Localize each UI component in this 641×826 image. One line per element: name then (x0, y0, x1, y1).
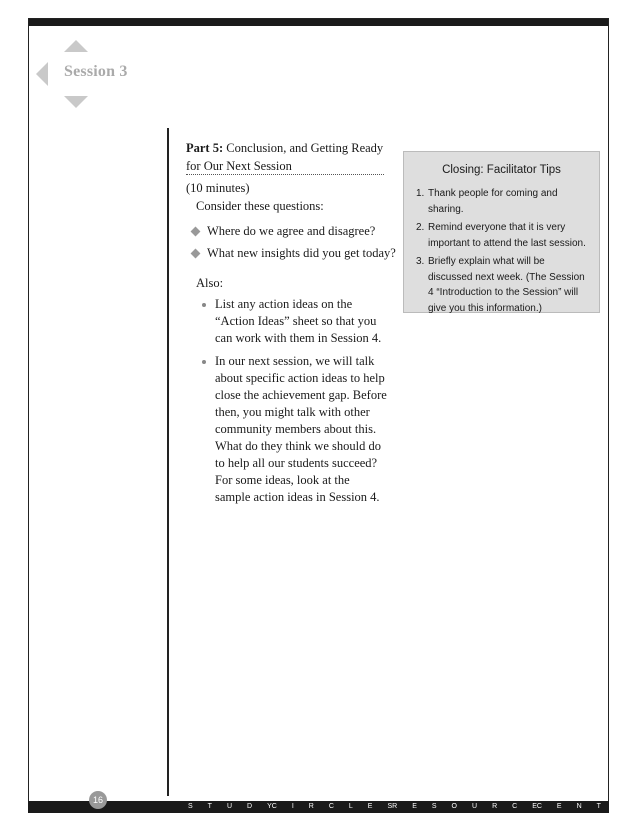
action-list (202, 296, 388, 512)
footer-letter: T (596, 803, 601, 810)
tips-title: Closing: Facilitator Tips (442, 164, 561, 176)
footer-letter: Y (267, 803, 272, 810)
footer-letter: C (536, 803, 542, 810)
footer-letter: S (188, 803, 193, 810)
list-item (202, 353, 388, 506)
footer-letter: R (308, 803, 314, 810)
footer-letter: D (247, 803, 253, 810)
footer-letter: U (472, 803, 478, 810)
footer-letter: R (635, 803, 641, 810)
dotted-rule (186, 174, 384, 175)
list-item (202, 296, 388, 347)
footer-letter: E (412, 803, 417, 810)
column-divider (167, 128, 169, 796)
session-label: Session 3 (64, 63, 128, 80)
part-heading: Conclusion, and Getting Ready for Our Next Session (186, 141, 384, 173)
part-title (186, 139, 386, 175)
tips-item (404, 220, 599, 251)
footer-letter: T (207, 803, 212, 810)
footer-letter: N (576, 803, 582, 810)
tips-text: Thank people for coming and sharing. (428, 188, 558, 215)
duration: (10 minutes) (186, 181, 250, 195)
tips-item (404, 186, 599, 217)
diamond-bullet-icon (191, 248, 201, 258)
part-number: Part 5: (186, 141, 224, 155)
footer-letter: S (387, 803, 393, 810)
list-item-text: In our next session, we will talk about specific action ideas to help close the achievement gap. Before then, you might talk with other community members about this. What do they think we should do to help all our students succeed? For some ideas, look at the sample action ideas in Session 4. (215, 354, 387, 504)
list-item-text: List any action ideas on the “Action Ideas” sheet so that you can work with them in Session 4. (215, 297, 382, 345)
tips-number: 2. (416, 222, 425, 233)
footer-letter: R (492, 803, 498, 810)
footer-word (188, 801, 272, 813)
tips-text: Remind everyone that it is very important to attend the last session. (428, 222, 586, 249)
footer-letter: E (615, 803, 621, 810)
footer-letter: R (392, 803, 398, 810)
footer-letter: S (431, 803, 437, 810)
dot-bullet-icon (202, 303, 206, 307)
footer-letter: E (367, 803, 373, 810)
tips-text: Briefly explain what will be discussed next week. (The Session 4 “Introduction to the Session” will give you this information.) (428, 256, 585, 314)
footer-word (272, 801, 392, 813)
question-text: Where do we agree and disagree? (207, 223, 376, 238)
question-item (190, 242, 396, 264)
also-label: Also: (196, 276, 224, 290)
page-number: 16 (89, 791, 107, 809)
footer-letter: I (291, 803, 294, 810)
footer-letter: C (271, 803, 277, 810)
footer-word (537, 801, 641, 813)
footer-letter: O (451, 803, 457, 810)
question-item (190, 220, 396, 242)
footer-letter: L (348, 803, 353, 810)
tips-number: 3. (416, 256, 425, 267)
footer-letter: C (512, 803, 518, 810)
footer-letter: U (226, 803, 233, 810)
footer-word (392, 801, 537, 813)
footer-letter: E (556, 803, 562, 810)
question-list (190, 220, 396, 264)
diamond-bullet-icon (191, 226, 201, 236)
dot-bullet-icon (202, 360, 206, 364)
facilitator-tips-box (403, 151, 600, 313)
tips-number: 1. (416, 188, 425, 199)
consider-intro: Consider these questions: (196, 199, 324, 213)
footer-letter: E (532, 803, 537, 810)
question-text: What new insights did you get today? (207, 245, 396, 260)
footer-text (188, 801, 641, 813)
tips-item (404, 254, 599, 316)
footer-letter: C (328, 803, 334, 810)
